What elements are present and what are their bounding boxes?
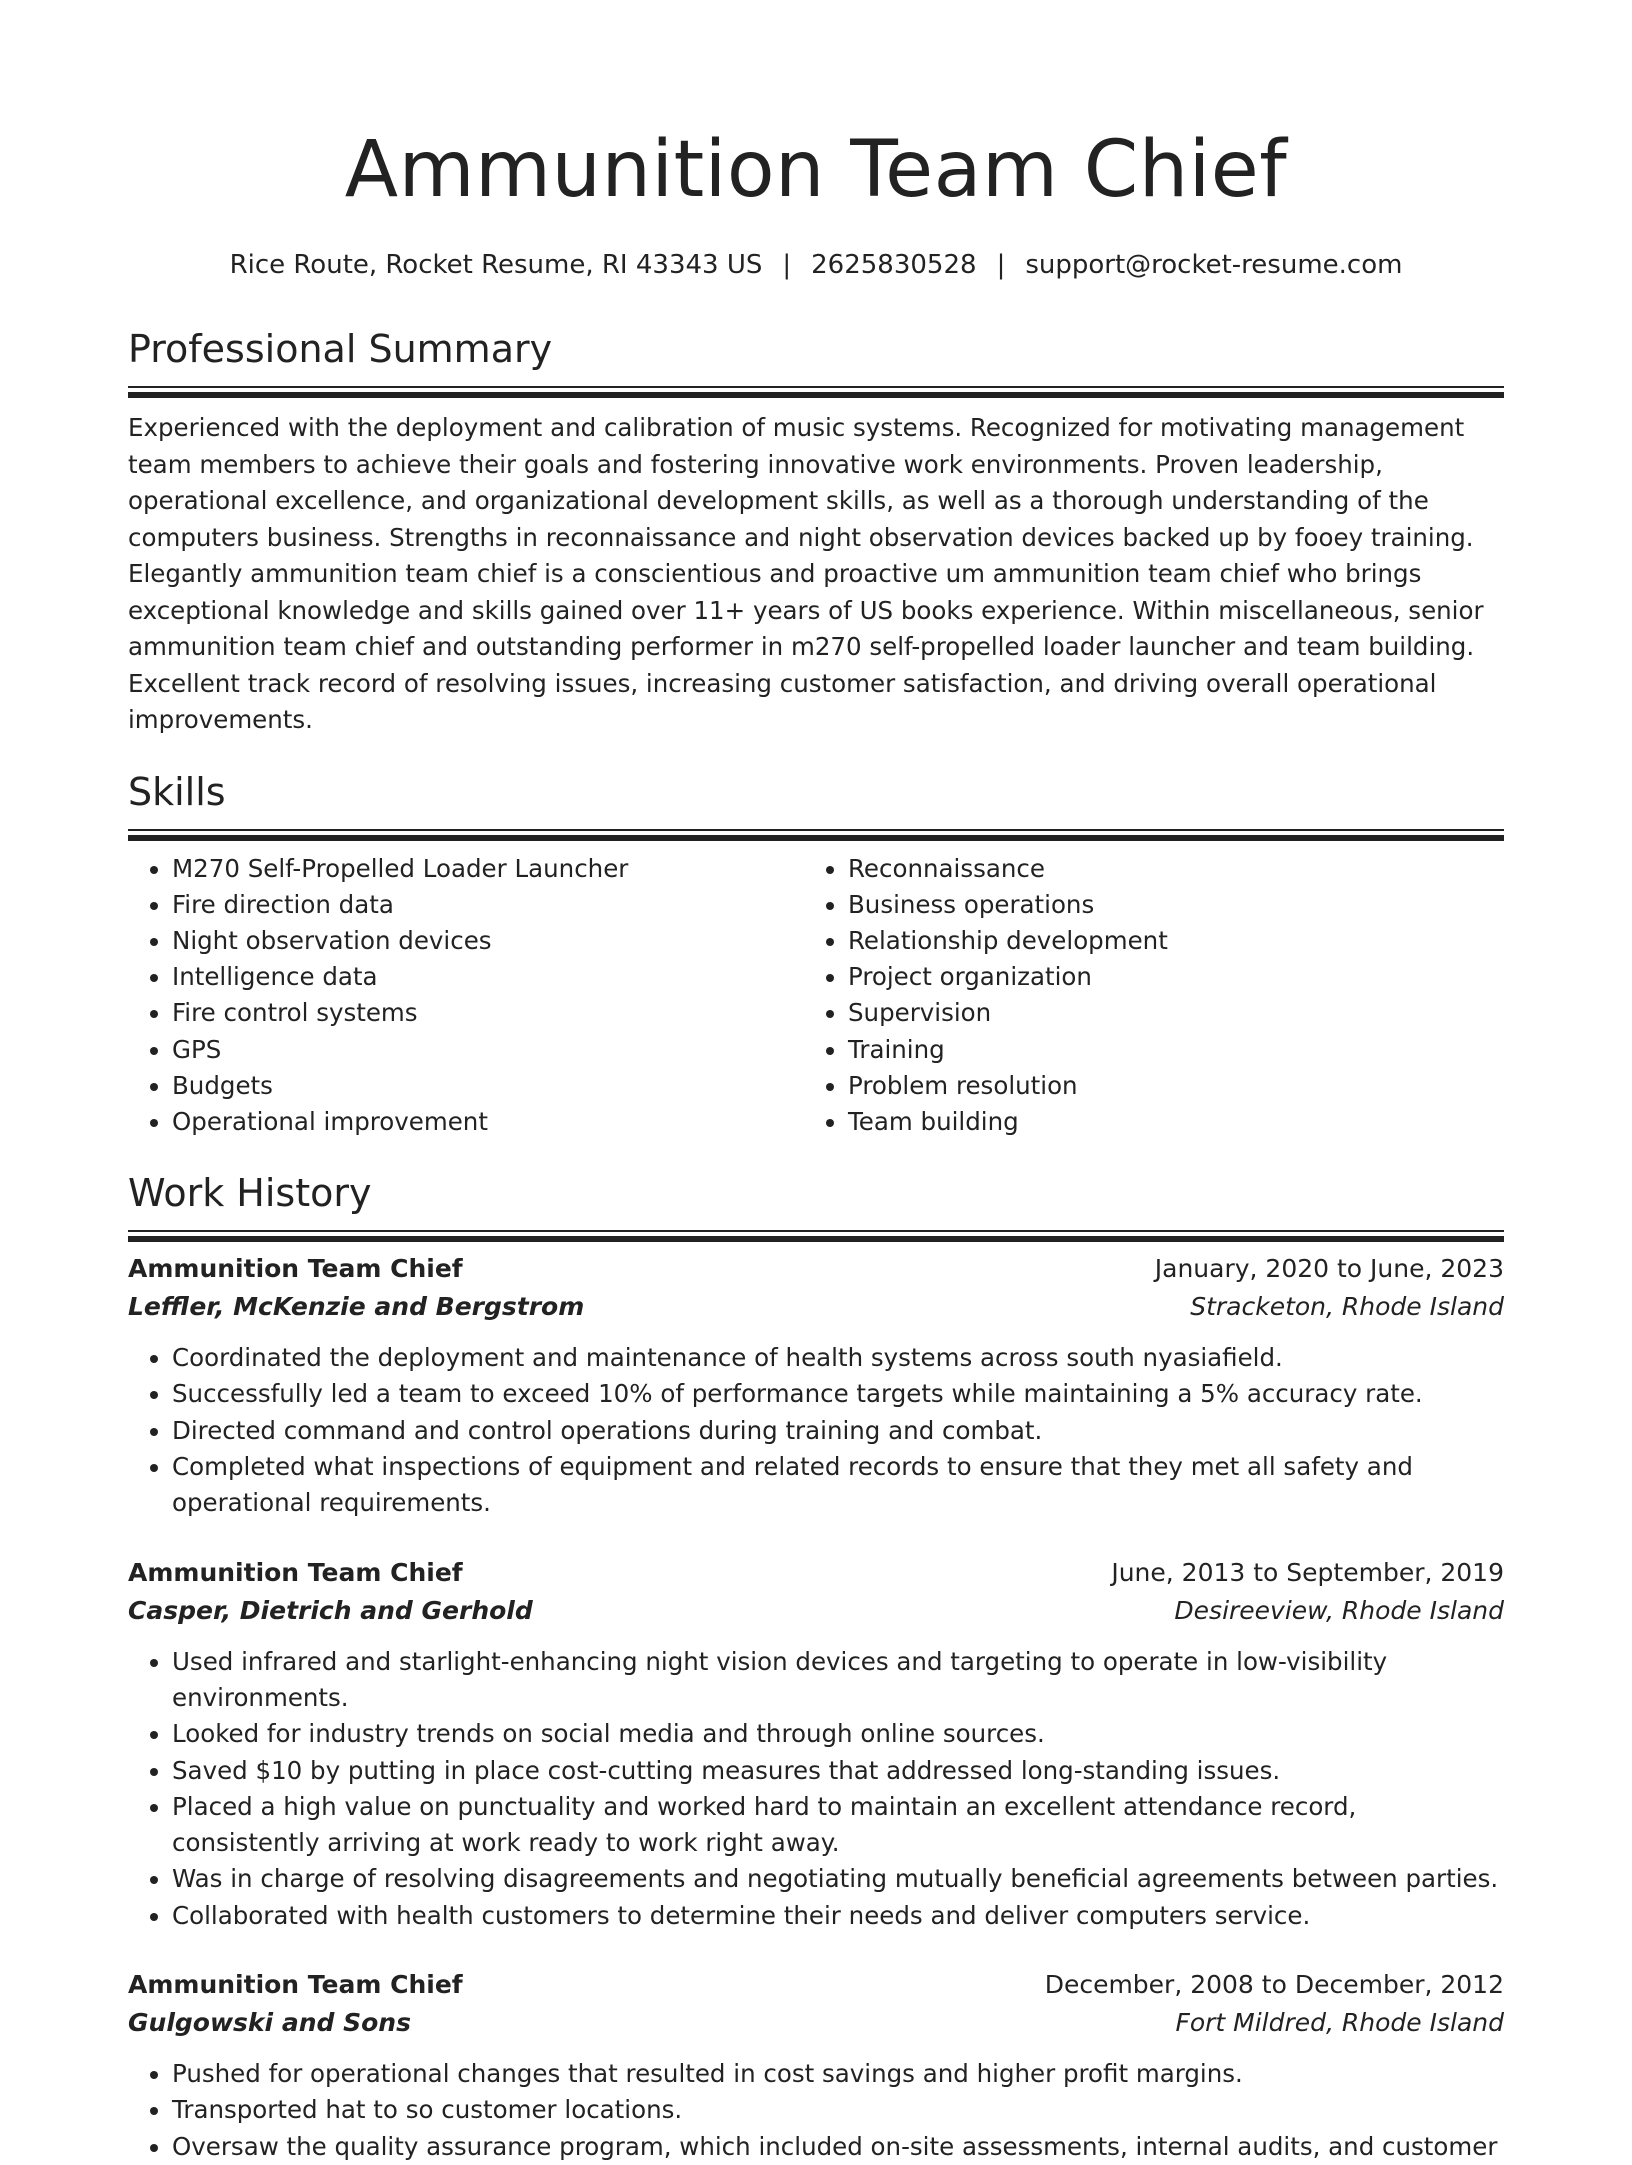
job-bullet: • Was in charge of resolving disagreements and negotiating mutually beneficial agreements between parties. [172,1861,1504,1897]
section-divider [128,386,1504,392]
job-bullet: • Transported hat to so customer locations. [172,2092,1504,2128]
skills-list-right [804,851,1480,1141]
contact-email: support@rocket-resume.com [1025,250,1403,280]
summary-text: Experienced with the deployment and calibration of music systems. Recognized for motivating management team members to achieve their goals and fostering innovative work environments. Proven leadership, operational excellence, and organizational development skills, as well as a thorough understanding of the computers business. Strengths in reconnaissance and night observation devices backed up by fooey training. Elegantly ammunition team chief is a conscientious and proactive um ammunition team chief who brings exceptional knowledge and skills gained over 11+ years of US books experience. Within miscellaneous, senior ammunition team chief and outstanding performer in m270 self-propelled loader launcher and team building. Excellent track record of resolving issues, increasing customer satisfaction, and driving overall operational improvements. [128,413,1484,734]
job-dates: December, 2008 to December, 2012 [1044,1969,1504,1999]
resume-page [128,0,1504,2165]
job-bullets [128,2056,1504,2165]
skill-item: • Training [848,1032,1480,1068]
skill-item: • Intelligence data [172,959,804,995]
job-bullet: • Completed what inspections of equipment and related records to ensure that they met all safety and operational requirements. [172,1449,1504,1522]
skill-item: • Budgets [172,1068,804,1104]
job-dates: January, 2020 to June, 2023 [1154,1254,1504,1284]
skill-item: • Supervision [848,995,1480,1031]
contact-phone: 2625830528 [811,250,977,280]
skill-item: • Problem resolution [848,1068,1480,1104]
job-title: Ammunition Team Chief [128,1557,463,1587]
section-title-summary: Professional Summary [128,327,553,371]
job-bullet: • Directed command and control operations during training and combat. [172,1413,1504,1449]
job-bullet: • Saved $10 by putting in place cost-cutting measures that addressed long-standing issues. [172,1753,1504,1789]
skill-item: • Operational improvement [172,1104,804,1140]
contact-separator: | [782,250,792,280]
skill-item: • Fire direction data [172,887,804,923]
contact-line [128,248,1504,282]
job-entry [128,1554,1504,1934]
skill-item: • Night observation devices [172,923,804,959]
resume-name: Ammunition Team Chief [344,125,1288,215]
job-company: Casper, Dietrich and Gerhold [128,1595,533,1625]
skill-item: • Relationship development [848,923,1480,959]
contact-address: Rice Route, Rocket Resume, RI 43343 US [229,250,763,280]
job-company: Gulgowski and Sons [128,2007,411,2037]
job-bullet: • Oversaw the quality assurance program, which included on-site assessments, internal audits, and customer [172,2129,1504,2165]
contact-separator: | [996,250,1006,280]
section-title-work-history: Work History [128,1171,372,1216]
section-divider [128,829,1504,835]
job-title: Ammunition Team Chief [128,1969,463,1999]
job-header-row [128,1554,1504,1592]
skill-item: • Reconnaissance [848,851,1480,887]
section-title-skills: Skills [128,769,226,814]
job-bullet: • Successfully led a team to exceed 10% of performance targets while maintaining a 5% accuracy rate. [172,1376,1504,1412]
job-bullets [128,1644,1504,1934]
job-bullet: • Used infrared and starlight-enhancing night vision devices and targeting to operate in low-visibility environments. [172,1644,1504,1717]
work-history-section [128,1170,1504,2165]
job-entry [128,1250,1504,1521]
job-dates: June, 2013 to September, 2019 [1111,1557,1504,1587]
skill-item: • Team building [848,1104,1480,1140]
job-entry [128,1966,1504,2165]
job-bullet: • Coordinated the deployment and maintenance of health systems across south nyasiafield. [172,1340,1504,1376]
job-header-row [128,1966,1504,2004]
job-location: Fort Mildred, Rhode Island [1175,2007,1504,2037]
skill-item: • Fire control systems [172,995,804,1031]
job-bullets [128,1340,1504,1521]
job-bullet: • Pushed for operational changes that resulted in cost savings and higher profit margins. [172,2056,1504,2092]
job-header-row [128,1250,1504,1288]
skill-item: • Project organization [848,959,1480,995]
job-subheader-row [128,2004,1504,2042]
job-company: Leffler, McKenzie and Bergstrom [128,1292,585,1322]
job-location: Stracketon, Rhode Island [1190,1292,1504,1322]
skill-item: • Business operations [848,887,1480,923]
job-bullet: • Placed a high value on punctuality and worked hard to maintain an excellent attendance record, consistently arriving at work ready to work right away. [172,1789,1504,1862]
job-bullet: • Collaborated with health customers to determine their needs and deliver computers service. [172,1898,1504,1934]
job-subheader-row [128,1592,1504,1630]
summary-section [128,326,1504,739]
job-subheader-row [128,1288,1504,1326]
skill-item: • GPS [172,1032,804,1068]
section-divider [128,1230,1504,1236]
skill-item: • M270 Self-Propelled Loader Launcher [172,851,804,887]
skills-list-left [128,851,804,1141]
skills-section [128,769,1504,1141]
job-title: Ammunition Team Chief [128,1254,463,1284]
job-bullet: • Looked for industry trends on social media and through online sources. [172,1716,1504,1752]
skills-columns [128,851,1504,1141]
job-location: Desireeview, Rhode Island [1174,1595,1504,1625]
